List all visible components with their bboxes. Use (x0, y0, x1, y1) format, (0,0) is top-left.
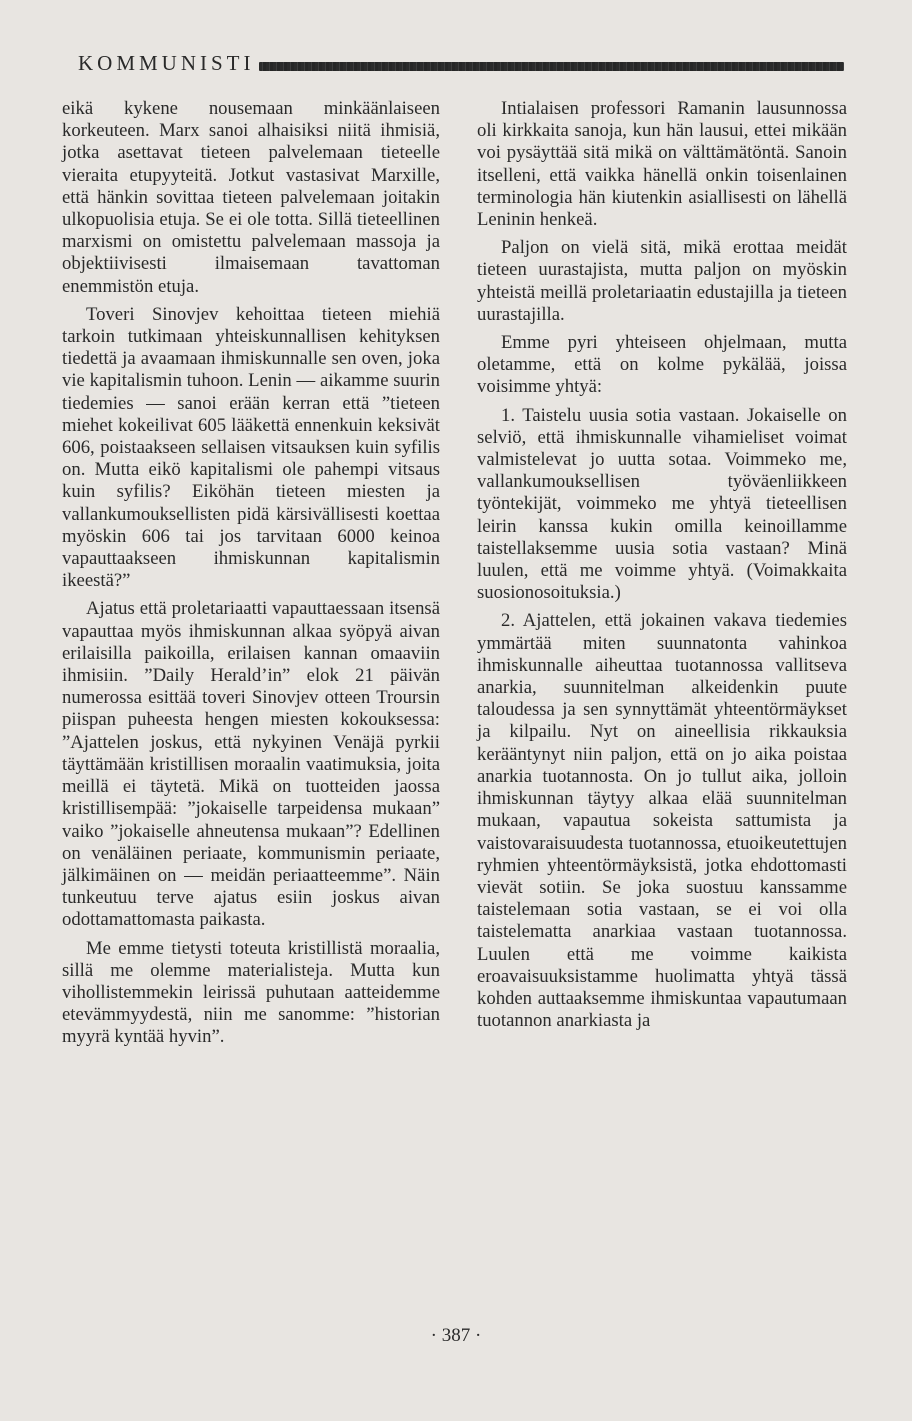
paragraph: Me emme tietysti toteuta kristillistä moraalia, sillä me olemme materialisteja. Mutta kun vihollistemmekin leirissä puhutaan aatteidemme etevämmyydestä, niin me sanomme: ”historian myyrä kyntää hyvin”. (62, 937, 440, 1048)
paragraph: Paljon on vielä sitä, mikä erottaa meidät tieteen uurastajista, mutta paljon on myöskin yhteistä meillä proletariaatin edustajilla ja tieteen uurastajilla. (477, 237, 847, 325)
right-column (477, 98, 847, 1038)
journal-title: KOMMUNISTI (78, 50, 255, 75)
paragraph: Toveri Sinovjev kehoittaa tieteen miehiä tarkoin tutkimaan yhteiskunnallisen kehityksen tiedettä ja avaamaan ihmiskunnalle sen oven, joka vie kapitalismin tuhoon. Lenin — aikamme suurin tiedemies — sanoi erään kerran että ”tieteen miehet kokeilivat 605 lääkettä ennenkuin keksivät 606, poistaakseen sellaisen vitsauksen kuin syfilis on. Mutta eikö kapitalismi ole pahempi vitsaus kuin syfilis? Eiköhän tieteen miesten ja vallankumouksellisten pidä kärsivällisesti koettaa myöskin 606 tai jos tarvitaan 6000 keinoa vapauttaakseen ihmiskunnan kapitalismin ikeestä?” (62, 303, 440, 592)
running-header (78, 50, 844, 76)
paragraph: Intialaisen professori Ramanin lausunnossa oli kirkkaita sanoja, kun hän lausui, ettei mikään voi pysäyttää sitä mikä on välttämätöntä. Sanoin itselleni, että vaikka hänellä onkin toisenlainen terminologia hän kiutenkin asiallisesti on lähellä Leninin henkeä. (477, 98, 847, 231)
paragraph: 1. Taistelu uusia sotia vastaan. Jokaiselle on selviö, että ihmiskunnalle vihamieliset voimat valmistelevat jo uutta sotaa. Voimmeko me, vallankumouksellisen työväenliikkeen työntekijät, voimmeko me yhtyä tieteellisen leirin kanssa kukin omilla keinoillamme taistellaksemme uusia sotia vastaan? Minä luulen, että me voimme yhtyä. (Voimakkaita suosionosoituksia.) (477, 404, 847, 604)
left-column (62, 98, 440, 1055)
paragraph: eikä kykene nousemaan minkäänlaiseen korkeuteen. Marx sanoi alhaisiksi niitä ihmisiä, jotka asettavat tieteen palvelemaan tieteelle vieraita etupyyteitä. Jotkut vastasivat Marxille, että hänkin sovittaa tieteen palvelemaan joitakin ulkopuolisia etuja. Se ei ole totta. Sillä tieteellinen marxismi on omistettu palvelemaan massoja ja objektiivisesti ilmaisemaan tavattoman enemmistön etuja. (62, 98, 440, 297)
paragraph: Ajatus että proletariaatti vapauttaessaan itsensä vapauttaa myös ihmiskunnan alkaa syöpyä aivan erilaisilla paikoilla, erilaisen kannan omaaviin ihmisiin. ”Daily Herald’in” elok 21 päivän numerossa esittää toveri Sinovjev otteen Troursin piispan puheesta hengen miesten kokouksessa: ”Ajattelen joskus, että nykyinen Venäjä pyrkii täyttämään kristillisen moraalin vaatimuksia, joita meillä ei täytetä. Mikä on tuotteiden jaossa kristillisempää: ”jokaiselle tarpeidensa mukaan” vaiko ”jokaiselle ahneutensa mukaan”? Edellinen on venäläinen periaate, kommunismin periaate, jälkimäinen on — meidän periaatteemme”. Näin tunkeutuu terve ajatus esiin joskus aivan odottamattomasta paikasta. (62, 598, 440, 931)
header-rule (259, 62, 845, 71)
paragraph: Emme pyri yhteiseen ohjelmaan, mutta oletamme, että on kolme pykälää, joissa voisimme yhtyä: (477, 332, 847, 398)
page-number: · 387 · (430, 1325, 482, 1346)
paragraph: 2. Ajattelen, että jokainen vakava tiedemies ymmärtää miten suunnatonta vahinkoa ihmiskunnalle aiheuttaa tuotannossa vallitseva anarkia, suunnitelman alkeidenkin puute taloudessa ja sen synnyttämät yhteentörmäykset ja kilpailu. Nyt on aineellisia rikkauksia kerääntynyt niin paljon, että on jo aika poistaa anarkia tuotannosta. On jo tullut aika, jolloin ihmiskunnan täytyy alkaa elää suunnitelman mukaan, vapautua sokeista sattumista ja vaistovaraisuudesta tuotannossa, etuoikeutettujen ryhmien yhteentörmäyksistä, jotka ehdottomasti vievät sotiin. Se joka suostuu kanssamme taistelemaan sotia vastaan, se ei voi olla taistelematta anarkiaa vastaan tuotannossa. Luulen että me voimme kaikista eroavaisuuksistamme huolimatta yhtyä tässä kohden auttaaksemme ihmiskuntaa vapautumaan tuotannon anarkiasta ja (477, 610, 847, 1032)
